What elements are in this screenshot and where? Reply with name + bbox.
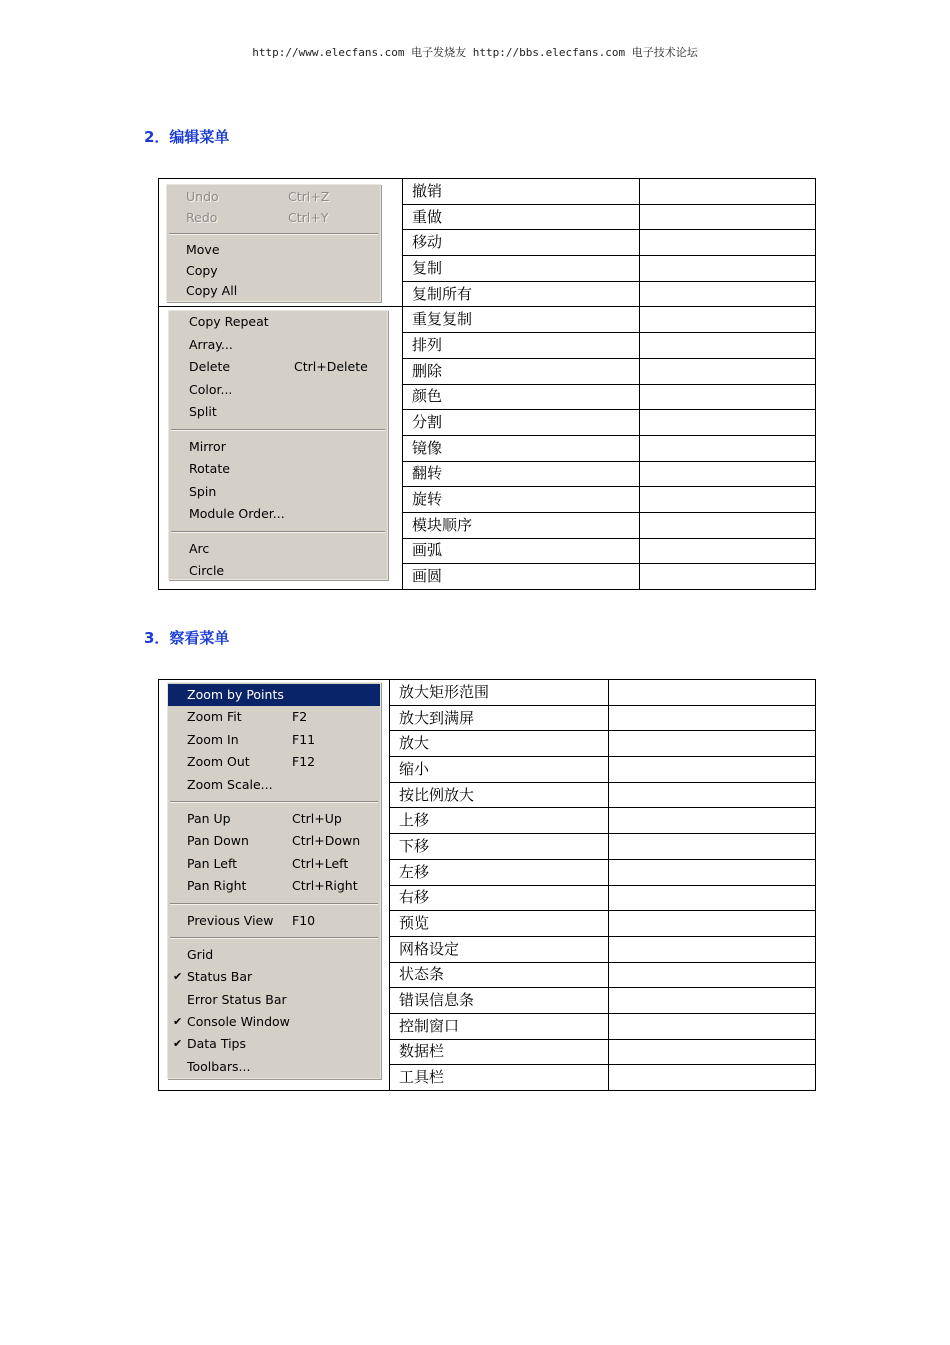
edit-menu-screenshot-bottom — [168, 310, 388, 580]
chinese-label-cell: 排列 — [403, 333, 640, 359]
chinese-label-cell: 按比例放大 — [390, 782, 609, 808]
menu-item-label: Undo — [186, 189, 219, 204]
menu-item[interactable] — [168, 966, 380, 988]
chinese-label-cell: 放大矩形范围 — [390, 680, 609, 706]
chinese-label-cell: 镜像 — [403, 435, 640, 461]
menu-item[interactable] — [168, 944, 380, 966]
menu-item[interactable] — [168, 1033, 380, 1055]
menu-item-label: Pan Up — [187, 810, 231, 826]
menu-item[interactable] — [168, 853, 380, 875]
menu-item-label: Status Bar — [187, 969, 253, 985]
menu-item-label: Zoom Fit — [187, 709, 242, 725]
chinese-label-cell: 复制所有 — [403, 281, 640, 307]
chinese-label-cell: 重复复制 — [403, 307, 640, 333]
menu-item[interactable] — [168, 774, 380, 796]
menu-item-shortcut: F10 — [292, 912, 316, 928]
menu-item[interactable] — [169, 311, 387, 334]
chinese-label-cell: 撤销 — [403, 179, 640, 205]
menu-item-label: Mirror — [189, 438, 226, 454]
menu-item-shortcut: Ctrl+Z — [288, 189, 330, 204]
menu-item-label: Move — [186, 242, 220, 257]
chinese-label-cell: 缩小 — [390, 757, 609, 783]
chinese-label-cell: 放大到满屏 — [390, 705, 609, 731]
menu-separator — [170, 937, 378, 939]
chinese-label-cell: 重做 — [403, 204, 640, 230]
chinese-label-cell: 画圆 — [403, 564, 640, 590]
menu-item[interactable] — [169, 560, 387, 583]
menu-item-label: Pan Down — [187, 833, 249, 849]
menu-separator — [170, 801, 378, 803]
menu-item-label: Redo — [186, 209, 218, 225]
chinese-label-cell: 颜色 — [403, 384, 640, 410]
menu-item[interactable] — [168, 684, 380, 706]
menu-item-label: Console Window — [187, 1014, 290, 1030]
menu-item[interactable] — [169, 436, 387, 459]
chinese-label-cell: 旋转 — [403, 487, 640, 513]
menu-item-label: Pan Left — [187, 855, 238, 871]
chinese-label-cell: 工具栏 — [390, 1065, 609, 1091]
checkmark-icon: ✔ — [173, 1015, 183, 1029]
menu-item[interactable] — [168, 910, 380, 932]
chinese-label-cell: 分割 — [403, 410, 640, 436]
menu-separator — [169, 233, 378, 235]
chinese-label-cell: 状态条 — [390, 962, 609, 988]
menu-item-label: Array... — [189, 336, 233, 352]
menu-item[interactable] — [168, 1056, 380, 1078]
menu-item-label: Color... — [189, 381, 233, 397]
menu-item-shortcut: F12 — [292, 754, 316, 770]
menu-item[interactable] — [167, 187, 380, 208]
chinese-label-cell: 翻转 — [403, 461, 640, 487]
section-title-view: 3．察看菜单 — [144, 629, 230, 647]
menu-item-label: Error Status Bar — [187, 991, 287, 1007]
menu-item-shortcut: F2 — [292, 709, 308, 725]
chinese-label-cell: 模块顺序 — [403, 512, 640, 538]
menu-item[interactable] — [169, 356, 387, 379]
menu-item[interactable] — [168, 808, 380, 830]
menu-item-label: Zoom In — [187, 731, 239, 747]
menu-item[interactable] — [168, 729, 380, 751]
menu-item-label: Zoom Out — [187, 754, 250, 770]
chinese-label-cell: 网格设定 — [390, 936, 609, 962]
menu-item-label: Circle — [189, 563, 225, 578]
checkmark-icon: ✔ — [173, 970, 183, 984]
chinese-label-cell: 预览 — [390, 911, 609, 937]
chinese-label-cell: 上移 — [390, 808, 609, 834]
menu-separator — [171, 429, 385, 431]
chinese-label-cell: 复制 — [403, 256, 640, 282]
menu-item-shortcut: Ctrl+Delete — [294, 359, 368, 374]
menu-item-label: Grid — [187, 946, 214, 962]
chinese-label-cell: 左移 — [390, 859, 609, 885]
menu-item[interactable] — [167, 281, 380, 302]
menu-item[interactable] — [168, 751, 380, 773]
menu-item-label: Toolbars... — [187, 1058, 251, 1074]
menu-separator — [171, 531, 385, 533]
menu-item-label: Zoom by Points — [187, 687, 284, 702]
edit-menu-screenshot-top — [166, 184, 381, 302]
menu-separator — [170, 903, 378, 905]
menu-item-shortcut: Ctrl+Down — [292, 833, 361, 849]
menu-item-label: Copy Repeat — [189, 314, 269, 329]
menu-item-label: Copy — [186, 262, 218, 278]
menu-item-shortcut: Ctrl+Up — [292, 810, 342, 826]
menu-item-label: Arc — [189, 540, 210, 556]
menu-item[interactable] — [168, 875, 380, 897]
menu-item-label: Rotate — [189, 461, 230, 476]
menu-item-label: Previous View — [187, 912, 274, 928]
menu-item-label: Module Order... — [189, 506, 285, 521]
menu-item-label: Spin — [189, 483, 217, 499]
menu-item[interactable] — [169, 379, 387, 402]
page-header: http://www.elecfans.com 电子发烧友 http://bbs.elecfans.com 电子技术论坛 — [252, 46, 698, 59]
menu-item[interactable] — [169, 503, 387, 526]
menu-item-label: Data Tips — [187, 1036, 246, 1052]
menu-item-label: Delete — [189, 359, 231, 374]
menu-item[interactable] — [168, 989, 380, 1011]
menu-item[interactable] — [169, 538, 387, 561]
section-title-edit: 2．编辑菜单 — [144, 128, 230, 146]
menu-item-shortcut: Ctrl+Y — [288, 209, 329, 225]
menu-item[interactable] — [168, 1011, 380, 1033]
chinese-label-cell: 删除 — [403, 358, 640, 384]
menu-item[interactable] — [168, 830, 380, 852]
chinese-label-cell: 画弧 — [403, 538, 640, 564]
chinese-label-cell: 下移 — [390, 834, 609, 860]
chinese-label-cell: 移动 — [403, 230, 640, 256]
menu-item-label: Zoom Scale... — [187, 776, 273, 792]
menu-item-shortcut: F11 — [292, 731, 316, 747]
menu-item[interactable] — [168, 706, 380, 728]
menu-item-shortcut: Ctrl+Right — [292, 878, 358, 894]
menu-item[interactable] — [169, 458, 387, 481]
chinese-label-cell: 放大 — [390, 731, 609, 757]
menu-item[interactable] — [167, 208, 380, 229]
chinese-label-cell: 数据栏 — [390, 1039, 609, 1065]
menu-item[interactable] — [167, 261, 380, 282]
menu-item[interactable] — [169, 481, 387, 504]
menu-item-label: Split — [189, 404, 217, 419]
view-menu-screenshot — [167, 682, 381, 1079]
menu-item-label: Copy All — [186, 283, 238, 298]
menu-item-shortcut: Ctrl+Left — [292, 855, 349, 871]
menu-item[interactable] — [169, 334, 387, 357]
chinese-label-cell: 右移 — [390, 885, 609, 911]
menu-item[interactable] — [169, 401, 387, 424]
menu-item[interactable] — [167, 240, 380, 261]
chinese-label-cell: 错误信息条 — [390, 988, 609, 1014]
checkmark-icon: ✔ — [173, 1037, 183, 1051]
chinese-label-cell: 控制窗口 — [390, 1013, 609, 1039]
menu-item-label: Pan Right — [187, 878, 247, 894]
